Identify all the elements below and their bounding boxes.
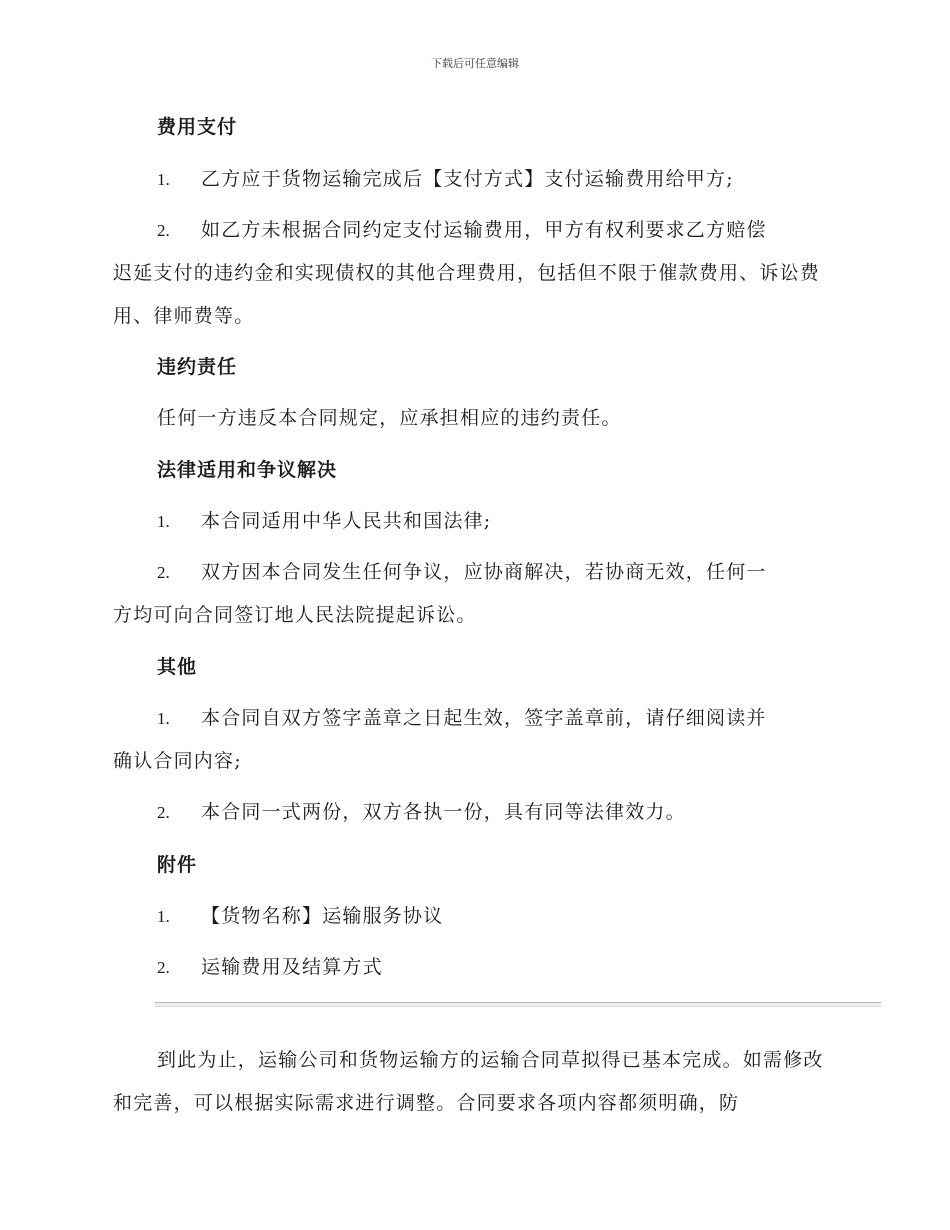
list-number: 1. [157,170,170,189]
attachment-item-1 [113,895,833,938]
payment-item-1 [113,158,833,201]
list-item-text-rest: 方均可向合同签订地人民法院提起诉讼。 [113,604,477,626]
list-item-text: 运输费用及结算方式 [201,956,383,978]
list-item-text-line1: 如乙方未根据合同约定支付运输费用，甲方有权利要求乙方赔偿 [201,219,767,241]
law-item-2 [113,551,833,637]
closing-paragraph: 到此为止，运输公司和货物运输方的运输合同草拟得已基本完成。如需修改和完善，可以根据实际需求进行调整。合同要求各项内容都须明确，防 [113,1049,824,1114]
list-number: 2. [157,803,170,822]
list-item-text: 本合同适用中华人民共和国法律; [201,510,492,532]
list-number: 1. [157,512,170,531]
other-item-1 [113,697,833,783]
other-item-2 [113,791,833,834]
law-item-1 [113,500,833,543]
list-number: 2. [157,563,170,582]
section-heading-breach: 违约责任 [157,356,238,378]
section-heading-attachment: 附件 [157,854,198,876]
list-item-text: 【货物名称】运输服务协议 [201,905,444,927]
list-number: 1. [157,907,170,926]
section-heading-payment: 费用支付 [157,116,238,138]
list-item-text: 本合同一式两份，双方各执一份，具有同等法律效力。 [201,801,686,823]
breach-text: 任何一方违反本合同规定，应承担相应的违约责任。 [157,407,622,429]
list-item-text: 乙方应于货物运输完成后【支付方式】支付运输费用给甲方; [201,168,734,190]
list-number: 2. [157,958,170,977]
list-item-text-rest: 迟延支付的违约金和实现债权的其他合理费用，包括但不限于催款费用、诉讼费用、律师费等。 [113,262,821,327]
list-item-text-line1: 本合同自双方签字盖章之日起生效，签字盖章前，请仔细阅读并 [201,707,767,729]
section-heading-law: 法律适用和争议解决 [157,459,338,481]
list-number: 1. [157,709,170,728]
horizontal-divider [155,1002,881,1007]
page-header: 下载后可任意编辑 [431,57,519,70]
list-item-text-line1: 双方因本合同发生任何争议，应协商解决，若协商无效，任何一 [201,561,767,583]
payment-item-2 [113,209,833,338]
attachment-item-2 [113,946,833,989]
section-heading-other: 其他 [157,656,198,678]
list-item-text-rest: 确认合同内容; [113,750,242,772]
list-number: 2. [157,221,170,240]
